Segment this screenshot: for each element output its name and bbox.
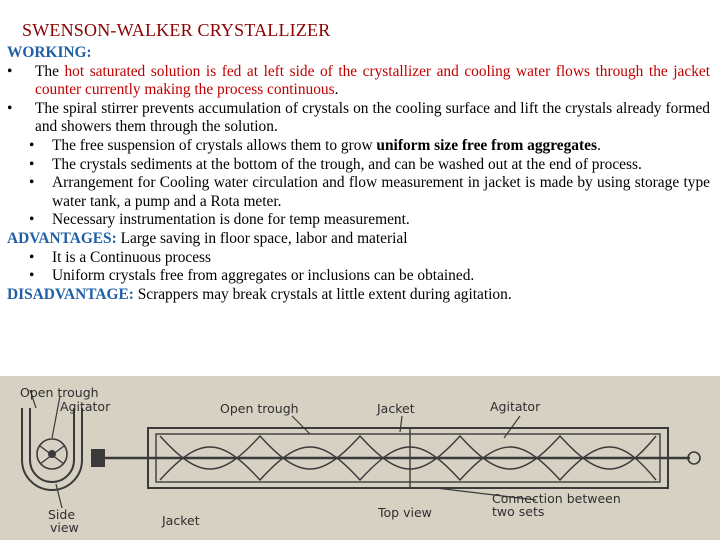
slide-title: SWENSON-WALKER CRYSTALLIZER xyxy=(22,20,331,40)
bullet-text: Arrangement for Cooling water circulation and flow measurement in jacket is made by using storage type water tank, a pump and a Rota meter. xyxy=(52,174,710,210)
label-jacket-side: Jacket xyxy=(162,513,200,528)
bullet-text: Necessary instrumentation is done for temp measurement. xyxy=(52,211,410,229)
bullet-dot: • xyxy=(29,211,35,229)
crystallizer-diagram xyxy=(0,376,720,540)
bullet-text: Uniform crystals free from aggregates or inclusions can be obtained. xyxy=(52,267,475,285)
bullet-dot: • xyxy=(29,248,35,266)
working-bullet-2 xyxy=(7,100,710,137)
disadvantage-heading: DISADVANTAGE: xyxy=(7,285,134,303)
side-view-shaft xyxy=(49,451,55,457)
bullet-text: . xyxy=(596,136,601,154)
label-connection-2: two sets xyxy=(492,504,545,519)
advantages-intro: Large saving in floor space, labor and material xyxy=(116,229,408,247)
bullet-dot: • xyxy=(29,267,35,285)
label-jacket-top: Jacket xyxy=(377,401,415,416)
bullet-dot: • xyxy=(29,136,35,154)
working-bullet-1 xyxy=(7,63,710,100)
drive-end xyxy=(92,450,104,466)
bullet-dot: • xyxy=(7,99,13,117)
bullet-text: It is a Continuous process xyxy=(52,248,212,266)
open-trough-leader-line xyxy=(292,416,310,434)
bullet-text: The crystals sediments at the bottom of the trough, and can be washed out at the end of process. xyxy=(52,155,642,173)
disadvantage-text: Scrappers may break crystals at little extent during agitation. xyxy=(133,285,512,303)
working-bullet-5 xyxy=(7,174,710,211)
highlight-text: hot saturated solution is fed at left side of the crystallizer and cooling water flows through the jacket counter currently making the process continuous xyxy=(35,62,710,99)
spiral-ribbon-1 xyxy=(160,436,656,469)
label-side-view-1: Side xyxy=(48,507,76,522)
advantages-heading: ADVANTAGES: xyxy=(7,229,117,247)
advantages-list xyxy=(7,249,710,286)
bullet-text: The free suspension of crystals allows them to grow xyxy=(52,136,377,154)
bullet-dot: • xyxy=(29,174,35,192)
bullet-dot: • xyxy=(29,155,35,173)
disadvantage-line xyxy=(7,286,710,305)
label-connection-1: Connection between xyxy=(492,491,621,506)
advantage-bullet-2 xyxy=(7,267,710,286)
label-open-trough-side: Open trough xyxy=(20,385,99,400)
top-view-drawing xyxy=(92,416,700,500)
label-top-view: Top view xyxy=(378,505,432,520)
bold-text: uniform size free from aggregates xyxy=(376,136,597,154)
label-open-trough-top: Open trough xyxy=(220,401,299,416)
jacket-top-leader-line xyxy=(400,416,402,432)
working-bullet-6 xyxy=(7,211,710,230)
advantage-bullet-1 xyxy=(7,249,710,268)
bullet-text: The spiral stirrer prevents accumulation of crystals on the cooling surface and lift the crystals already formed and showers them through the solution. xyxy=(35,99,710,136)
label-agitator-top: Agitator xyxy=(490,399,541,414)
bullet-dot: • xyxy=(7,62,13,80)
bullet-text: . xyxy=(334,81,339,99)
working-heading: WORKING: xyxy=(7,44,92,61)
side-view-inner-trough xyxy=(30,408,74,482)
advantages-line xyxy=(7,230,710,249)
bullet-text: The xyxy=(35,62,65,80)
body-text xyxy=(7,44,710,304)
working-bullet-3 xyxy=(7,137,710,156)
working-list xyxy=(7,63,710,230)
label-side-view-2: view xyxy=(50,520,79,535)
spiral-ribbon-2 xyxy=(160,447,656,480)
agitator-leader-line xyxy=(52,396,60,438)
label-agitator-side: Agitator xyxy=(60,399,111,414)
working-bullet-4 xyxy=(7,156,710,175)
jacket-leader-line xyxy=(56,484,62,508)
